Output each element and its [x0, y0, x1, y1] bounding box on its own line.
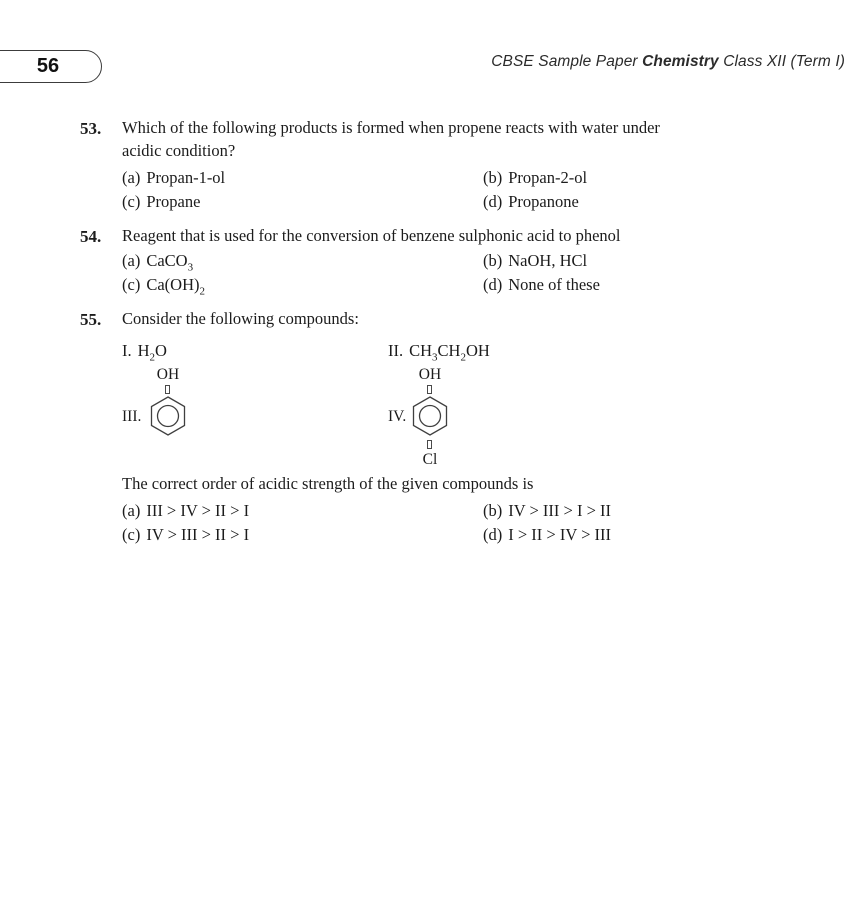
compound-label: I. — [122, 341, 132, 360]
compound-formula: $CH_3CH_2OH$ — [409, 341, 490, 364]
q54-option-d — [483, 275, 600, 296]
option-text: $Ca(OH)_2$ — [146, 275, 205, 298]
compound-iii-oh-label: OH — [156, 366, 180, 383]
q55-compound-i — [122, 341, 167, 362]
q55-option-a — [122, 501, 249, 522]
q55-text: Consider the following compounds: — [122, 309, 359, 328]
q55-option-d — [483, 525, 611, 546]
q53-option-a — [122, 168, 225, 189]
q54-text: Reagent that is used for the conversion of benzene sulphonic acid to phenol — [122, 226, 621, 245]
q53-text-line2: acidic condition? — [122, 141, 236, 160]
q55-number: 55. — [80, 310, 102, 329]
option-text: I > II > IV > III — [508, 525, 611, 544]
option-text: Propanone — [508, 192, 579, 211]
option-text: Propan-1-ol — [146, 168, 226, 187]
compound-label: II. — [388, 341, 404, 360]
q54-option-b — [483, 251, 587, 272]
option-label: (c) — [122, 192, 141, 211]
option-label: (c) — [122, 275, 141, 294]
q55-option-b — [483, 501, 611, 522]
option-text: Propane — [146, 192, 201, 211]
q55-compound-ii — [388, 341, 490, 362]
q55-subquestion: The correct order of acidic strength of the given compounds is — [122, 474, 534, 493]
option-text: III > IV > II > I — [146, 501, 250, 520]
q55-option-c — [122, 525, 249, 546]
option-text: IV > III > I > II — [508, 501, 611, 520]
option-text: None of these — [508, 275, 600, 294]
option-label: (a) — [122, 501, 141, 520]
option-label: (a) — [122, 251, 141, 270]
bond-line — [427, 440, 432, 449]
compound-iv-cl-label: Cl — [422, 451, 438, 468]
q54-option-c — [122, 275, 205, 296]
page-number: 56 — [36, 55, 60, 77]
compound-iv-oh-label: OH — [418, 366, 442, 383]
page-number-badge — [0, 50, 102, 83]
option-label: (b) — [483, 168, 503, 187]
option-label: (c) — [122, 525, 141, 544]
option-label: (b) — [483, 251, 503, 270]
header-suffix: Class XII (Term I) — [718, 53, 845, 70]
compound-iv-label: IV. — [388, 408, 407, 425]
bond-line — [427, 385, 432, 394]
option-text: Propan-2-ol — [508, 168, 588, 187]
compound-formula: $H_2O$ — [137, 341, 167, 364]
option-label: (a) — [122, 168, 141, 187]
q53-option-b — [483, 168, 587, 189]
page-header — [491, 53, 845, 71]
benzene-ring — [150, 396, 186, 441]
header-prefix: CBSE Sample Paper — [491, 53, 643, 70]
option-text: CaCO$_3$ — [146, 251, 194, 274]
compound-iii-label: III. — [122, 408, 142, 425]
bond-line — [165, 385, 170, 394]
q54-option-a — [122, 251, 193, 272]
option-text: NaOH, HCl — [508, 251, 588, 270]
option-label: (d) — [483, 525, 503, 544]
benzene-ring — [412, 396, 448, 441]
q53-number: 53. — [80, 119, 102, 138]
q53-option-c — [122, 192, 200, 213]
option-text: IV > III > II > I — [146, 525, 250, 544]
q54-number: 54. — [80, 227, 102, 246]
option-label: (b) — [483, 501, 503, 520]
option-label: (d) — [483, 192, 503, 211]
header-subject: Chemistry — [642, 53, 719, 70]
q53-text-line1: Which of the following products is formed when propene reacts with water under — [122, 118, 660, 137]
q53-option-d — [483, 192, 579, 213]
option-label: (d) — [483, 275, 503, 294]
